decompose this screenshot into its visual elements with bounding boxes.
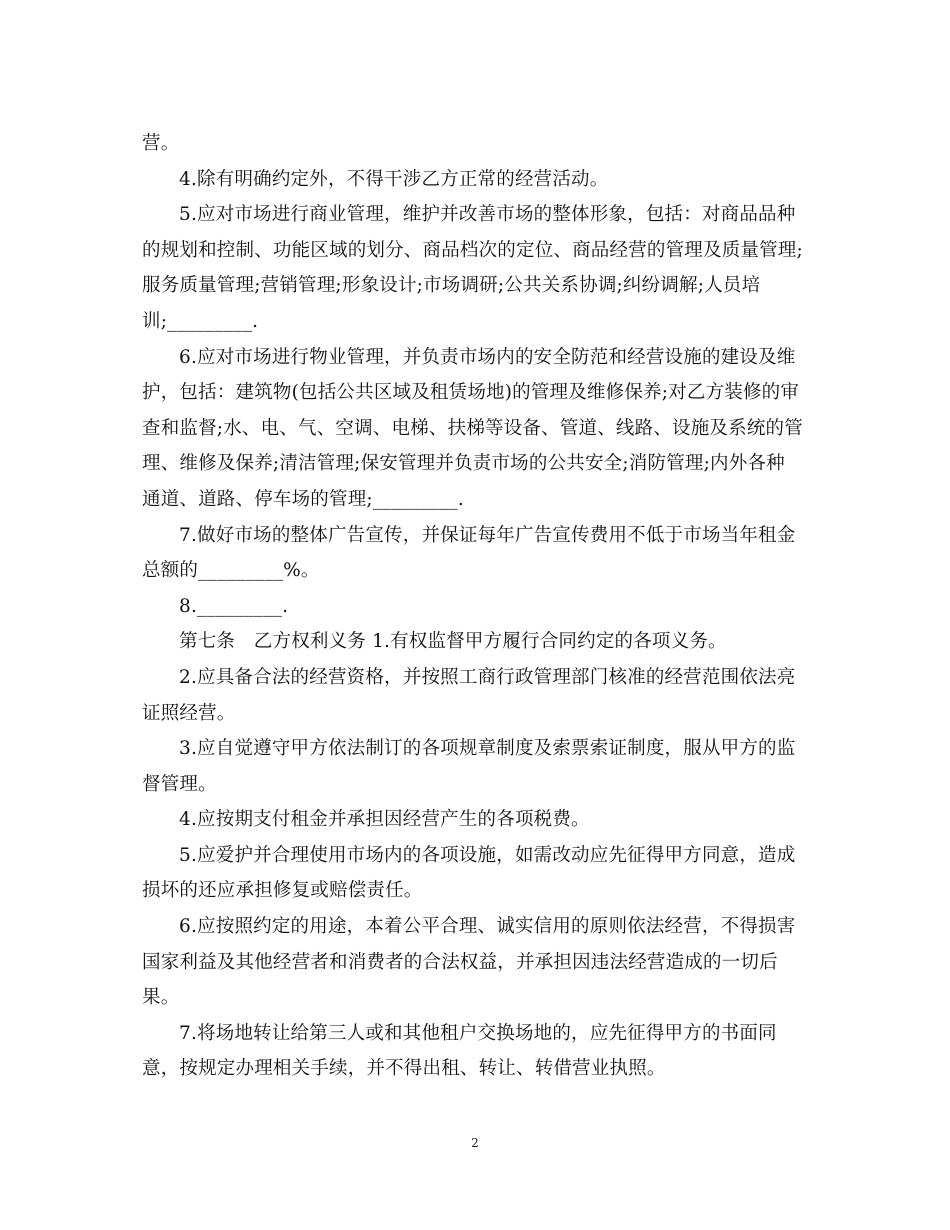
text-line: 营。 [142, 133, 180, 154]
text-line: 2.应具备合法的经营资格，并按照工商行政管理部门核准的经营范围依法亮 [179, 666, 796, 688]
text-line: 理、维修及保养;清洁管理;保安管理并负责市场的公共安全;消防管理;内外各种 [142, 453, 785, 475]
text-line: 意，按规定办理相关手续，并不得出租、转让、转借营业执照。 [142, 1058, 666, 1080]
text-line: 7.将场地转让给第三人或和其他租户交换场地的，应先征得甲方的书面同 [179, 1022, 777, 1044]
text-line: 5.应爱护并合理使用市场内的各项设施，如需改动应先征得甲方同意，造成 [179, 844, 796, 866]
page-number: 2 [471, 1136, 479, 1150]
text-line: 8._________. [179, 595, 289, 617]
text-line: 7.做好市场的整体广告宣传，并保证每年广告宣传费用不低于市场当年租金 [179, 524, 796, 546]
text-line: 第七条 乙方权利义务 1.有权监督甲方履行合同约定的各项义务。 [179, 631, 727, 653]
text-line: 果。 [142, 987, 180, 1009]
text-line: 证照经营。 [142, 702, 236, 724]
text-line: 国家利益及其他经营者和消费者的合法权益，并承担因违法经营造成的一切后 [142, 951, 778, 973]
text-line: 训;_________. [142, 310, 259, 332]
text-line: 6.应按照约定的用途，本着公平合理、诚实信用的原则依法经营，不得损害 [179, 916, 796, 938]
text-line: 4.除有明确约定外，不得干涉乙方正常的经营活动。 [179, 168, 609, 190]
text-line: 护，包括：建筑物(包括公共区域及租赁场地)的管理及维修保养;对乙方装修的审 [142, 382, 800, 404]
text-line: 损坏的还应承担修复或赔偿责任。 [142, 880, 423, 902]
text-line: 督管理。 [142, 773, 217, 795]
text-line: 3.应自觉遵守甲方依法制订的各项规章制度及索票索证制度，服从甲方的监 [179, 738, 796, 760]
text-line: 5.应对市场进行商业管理，维护并改善市场的整体形象，包括：对商品品种 [179, 204, 796, 226]
text-line: 查和监督;水、电、气、空调、电梯、扶梯等设备、管道、线路、设施及系统的管 [142, 417, 803, 439]
text-line: 通道、道路、停车场的管理;_________. [142, 488, 464, 510]
text-line: 4.应按期支付租金并承担因经营产生的各项税费。 [179, 809, 590, 831]
text-line: 总额的_________%。 [142, 560, 320, 582]
text-line: 的规划和控制、功能区域的划分、商品档次的定位、商品经营的管理及质量管理; [142, 239, 803, 261]
text-line: 6.应对市场进行物业管理，并负责市场内的安全防范和经营设施的建设及维 [179, 346, 796, 368]
document-body [142, 126, 808, 1087]
text-line: 服务质量管理;营销管理;形象设计;市场调研;公共关系协调;纠纷调解;人员培 [142, 275, 761, 297]
